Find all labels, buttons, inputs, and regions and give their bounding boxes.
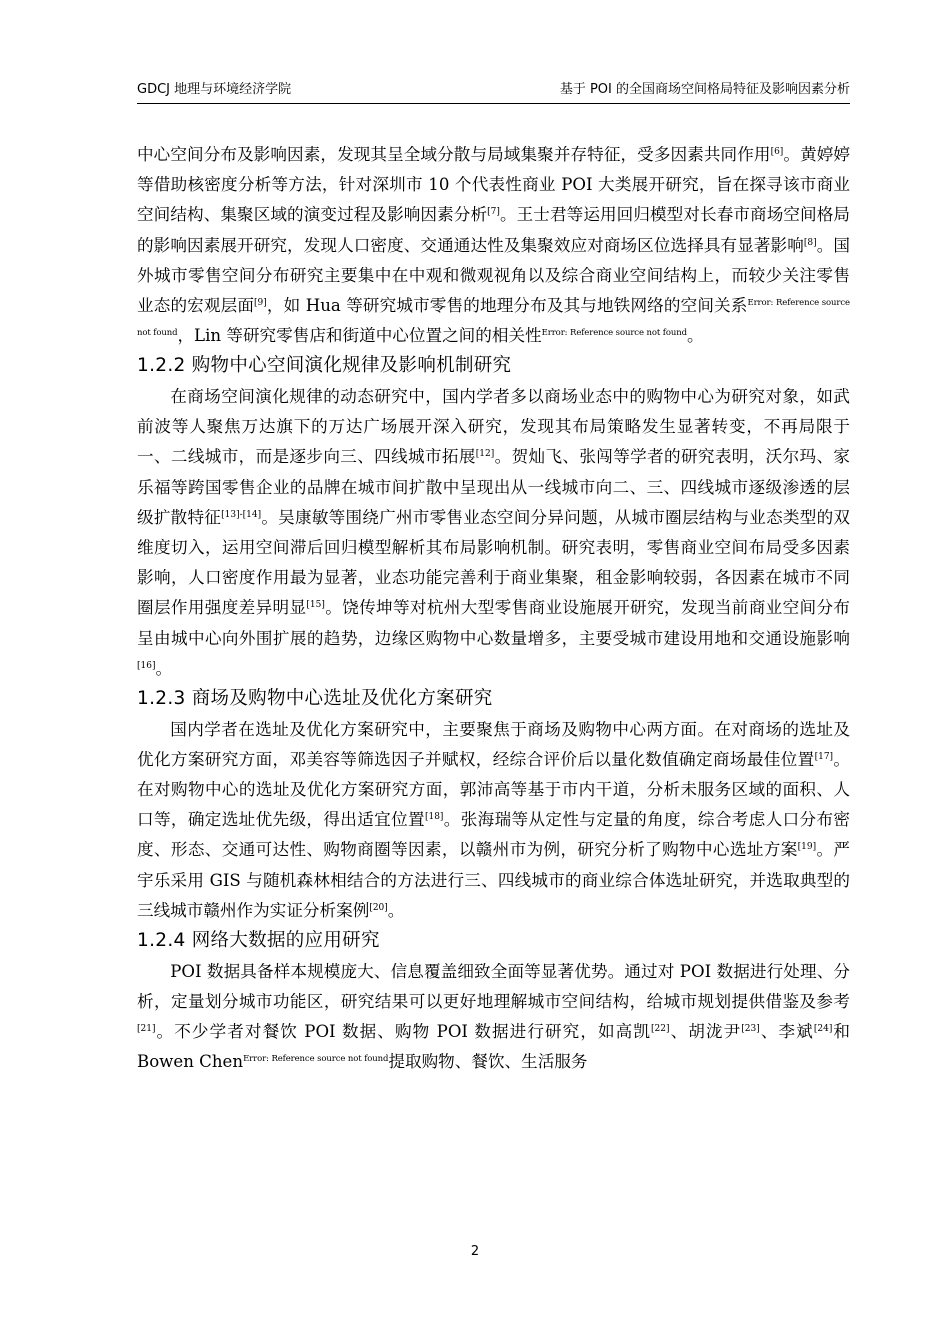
citation-error: Error: Reference source not found — [541, 328, 687, 339]
citation: [19] — [797, 842, 817, 853]
citation: [8] — [803, 237, 817, 248]
citation: [20] — [369, 902, 388, 913]
header-divider — [137, 103, 850, 104]
citation: [9] — [254, 298, 267, 309]
section-heading-1-2-4: 1.2.4 网络大数据的应用研究 — [137, 930, 380, 952]
citation: [18] — [424, 812, 444, 823]
citation: [13]-[14] — [221, 509, 262, 520]
paragraph-continued: 中心空间分布及影响因素，发现其呈全域分散与局域集聚并存特征，受多因素共同作用[6]。黄婷婷等借助核密度分析等方法，针对深圳市 10 个代表性商业 POI 大类展开研究，旨在探寻该市商业空间结构、集聚区域的演变过程及影响因素分析[7]。王士君等运用回归模型对长春市商场空间格局的影响因素展开研究，发现人口密度、交通通达性及集聚效应对商场区位选择具有显著影响[8]。国外城市零售空间分布研究主要集中在中观和微观视角以及综合商业空间结构上，而较少关注零售业态的宏观层面[9]，如 Hua 等研究城市零售的地理分布及其与地铁网络的空间关系$^{Error: Reference source not found}$，Lin 等研究零售店和街道中心位置之间的相关性$^{Error: Reference source not found}$。 — [137, 145, 851, 346]
citation: [15] — [306, 600, 325, 611]
citation: [17] — [814, 751, 834, 762]
citation-error: Error: Reference source not found — [243, 1054, 389, 1065]
section-heading-1-2-2: 1.2.2 购物中心空间演化规律及影响机制研究 — [137, 355, 512, 377]
citation-error: Error: Reference source not found — [137, 298, 850, 339]
page-body — [137, 140, 850, 1077]
paragraph-1-2-2: 在商场空间演化规律的动态研究中，国内学者多以商场业态中的购物中心为研究对象，如武前波等人聚焦万达旗下的万达广场展开深入研究，发现其布局策略发生显著转变，不再局限于一、二线城市，而是逐步向三、四线城市拓展[12]。贺灿飞、张闯等学者的研究表明，沃尔玛、家乐福等跨国零售企业的品牌在城市间扩散中呈现出从一线城市向二、三、四线城市逐级渗透的层级扩散特征[13]-[14]。吴康敏等围绕广州市零售业态空间分异问题，从城市圈层结构与业态类型的双维度切入，运用空间滞后回归模型解析其布局影响机制。研究表明，零售商业空间布局受多因素影响，人口密度作用最为显著，业态功能完善利于商业集聚，租金影响较弱，各因素在城市不同圈层作用强度差异明显[15]。饶传坤等对杭州大型零售商业设施展开研究，发现当前商业空间分布呈由城中心向外围扩展的趋势，边缘区购物中心数量增多，主要受城市建设用地和交通设施影响[16]。 — [137, 387, 851, 678]
citation: [24] — [813, 1024, 833, 1035]
paragraph-1-2-3: 国内学者在选址及优化方案研究中，主要聚焦于商场及购物中心两方面。在对商场的选址及优化方案研究方面，邓美容等筛选因子并赋权，经综合评价后以量化数值确定商场最佳位置[17]。在对购物中心的选址及优化方案研究方面，郭沛高等基于市内干道，分析未服务区域的面积、人口等，确定选址优先级，得出适宜位置[18]。张海瑞等从定性与定量的角度，综合考虑人口分布密度、形态、交通可达性、购物商圈等因素，以赣州市为例，研究分析了购物中心选址方案[19]。严宇乐采用 GIS 与随机森林相结合的方法进行三、四线城市的商业综合体选址研究，并选取典型的三线城市赣州作为实证分析案例[20]。 — [137, 719, 851, 920]
citation: [21] — [137, 1024, 156, 1035]
running-header — [137, 78, 850, 100]
citation: [22] — [651, 1024, 670, 1035]
citation: [12] — [475, 449, 495, 460]
header-right-title: 基于 POI 的全国商场空间格局特征及影响因素分析 — [559, 82, 850, 97]
page-number: 2 — [470, 1244, 480, 1259]
section-heading-1-2-3: 1.2.3 商场及购物中心选址及优化方案研究 — [137, 688, 493, 710]
header-left-title: GDCJ 地理与环境经济学院 — [137, 82, 292, 97]
citation: [7] — [487, 207, 500, 218]
citation: [16] — [137, 660, 156, 671]
citation: [23] — [741, 1024, 760, 1035]
paragraph-1-2-4: POI 数据具备样本规模庞大、信息覆盖细致全面等显著优势。通过对 POI 数据进行处理、分析，定量划分城市功能区，研究结果可以更好地理解城市空间结构，给城市规划提供借鉴及参考[21]。不少学者对餐饮 POI 数据、购物 POI 数据进行研究，如高凯[22]、胡泷尹[23]、李斌[24]和 Bowen Chen$^{Error: Reference source not found}$提取购物、餐饮、生活服务 — [137, 961, 851, 1072]
citation: [6] — [770, 147, 784, 157]
